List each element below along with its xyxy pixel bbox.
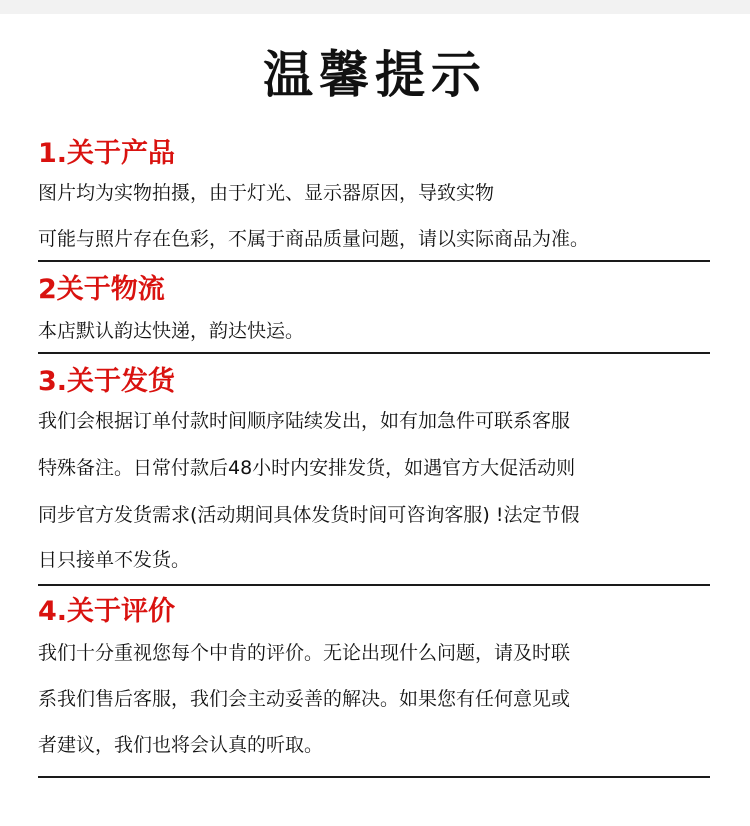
divider xyxy=(38,776,710,778)
page-title: 温馨提示 xyxy=(263,46,487,104)
section-heading-logistics: 2关于物流 xyxy=(38,274,165,305)
section-heading-review: 4.关于评价 xyxy=(38,596,176,627)
section-logistics-line-1: 本店默认韵达快递，韵达快运。 xyxy=(38,320,305,342)
section-shipping-line-1: 我们会根据订单付款时间顺序陆续发出，如有加急件可联系客服 xyxy=(38,410,571,432)
section-product-line-2: 可能与照片存在色彩，不属于商品质量问题，请以实际商品为准。 xyxy=(38,228,590,250)
section-review xyxy=(38,594,712,774)
section-product xyxy=(38,136,712,256)
section-review-line-1: 我们十分重视您每个中肯的评价。无论出现什么问题，请及时联 xyxy=(38,642,571,664)
section-product-line-1: 图片均为实物拍摄，由于灯光、显示器原因，导致实物 xyxy=(38,182,495,204)
section-shipping xyxy=(38,364,712,584)
section-shipping-line-3: 同步官方发货需求(活动期间具体发货时间可咨询客服) !法定节假 xyxy=(38,504,580,526)
divider xyxy=(38,352,710,354)
section-heading-shipping: 3.关于发货 xyxy=(38,366,176,397)
divider xyxy=(38,584,710,586)
divider xyxy=(38,260,710,262)
section-heading-product: 1.关于产品 xyxy=(38,138,176,169)
section-review-line-2: 系我们售后客服，我们会主动妥善的解决。如果您有任何意见或 xyxy=(38,688,571,710)
section-logistics xyxy=(38,272,712,352)
section-shipping-line-2: 特殊备注。日常付款后48小时内安排发货，如遇官方大促活动则 xyxy=(38,457,576,479)
section-shipping-line-4: 日只接单不发货。 xyxy=(38,549,191,571)
top-band xyxy=(0,0,750,14)
section-review-line-3: 者建议，我们也将会认真的听取。 xyxy=(38,734,324,756)
